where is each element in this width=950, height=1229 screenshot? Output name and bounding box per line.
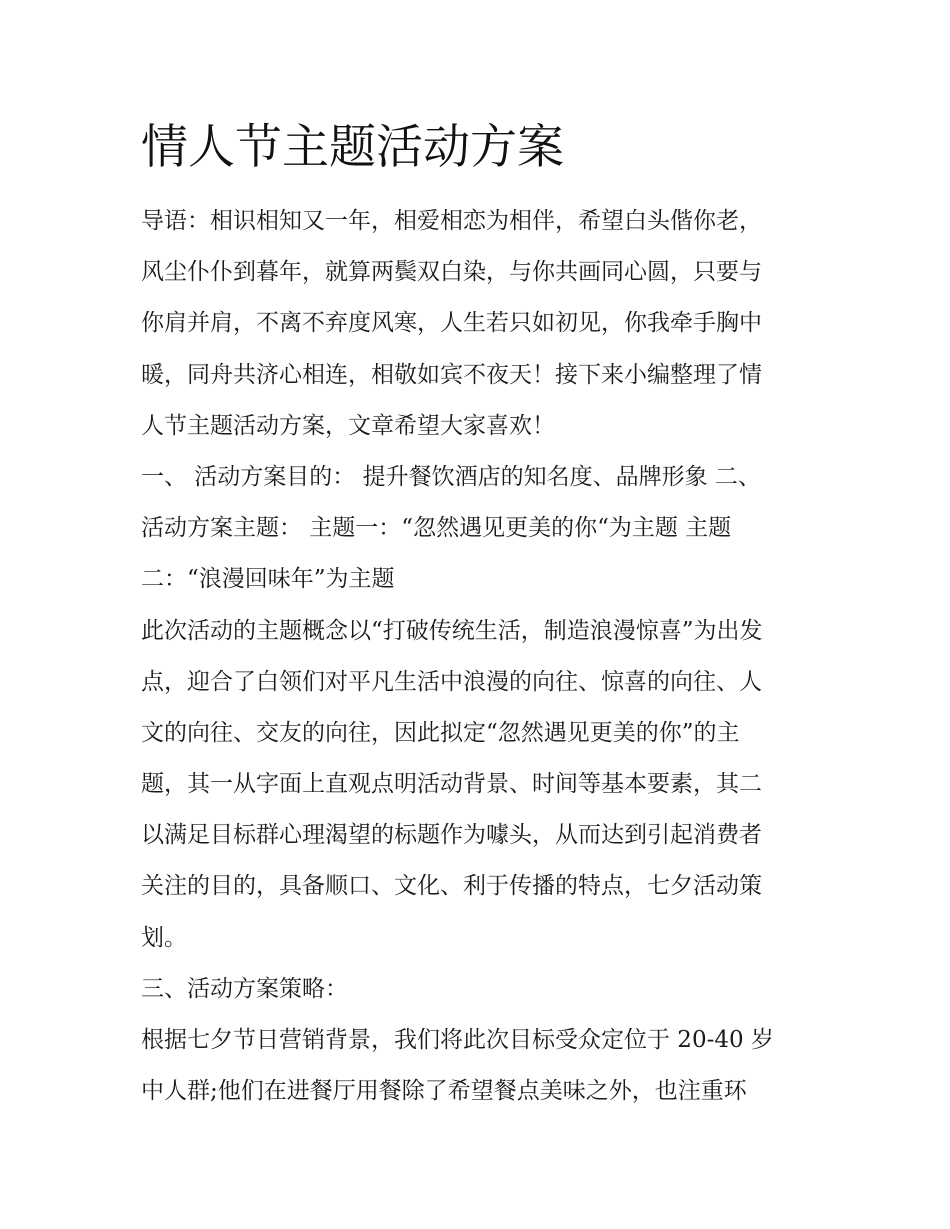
body-line: 暖，同舟共济心相连，相敬如宾不夜天！接下来小编整理了情 — [141, 361, 762, 388]
body-line: 风尘仆仆到暮年，就算两鬓双白染，与你共画同心圆，只要与 — [141, 259, 762, 286]
body-line: 一、 活动方案目的： 提升餐饮酒店的知名度、品牌形象 二、 — [141, 463, 761, 490]
document-body — [141, 196, 821, 1117]
body-line: 人节主题活动方案，文章希望大家喜欢！ — [141, 412, 555, 439]
body-line: 中人群;他们在进餐厅用餐除了希望餐点美味之外，也注重环 — [141, 1078, 747, 1105]
body-line: 关注的目的，具备顺口、文化、利于传播的特点，七夕活动策 — [141, 873, 762, 900]
body-line: 此次活动的主题概念以“打破传统生活，制造浪漫惊喜”为出发 — [141, 617, 763, 644]
body-line: 点，迎合了白领们对平凡生活中浪漫的向往、惊喜的向往、人 — [141, 668, 762, 695]
body-line: 文的向往、交友的向往，因此拟定“忽然遇见更美的你”的主 — [141, 719, 740, 746]
body-line: 你肩并肩，不离不弃度风寒，人生若只如初见，你我牵手胸中 — [141, 310, 762, 337]
body-line: 根据七夕节日营销背景，我们将此次目标受众定位于 20-40 岁 — [141, 1027, 774, 1053]
body-line: 二：“浪漫回味年”为主题 — [141, 566, 395, 593]
body-line: 导语：相识相知又一年，相爱相恋为相伴，希望白头偕你老， — [141, 208, 762, 234]
body-line: 题，其一从字面上直观点明活动背景、时间等基本要素，其二 — [141, 771, 762, 798]
body-line: 活动方案主题： 主题一：“忽然遇见更美的你“为主题 主题 — [141, 515, 732, 542]
document-title: 情人节主题活动方案 — [141, 120, 564, 175]
body-line: 三、活动方案策略： — [141, 975, 348, 1002]
body-line: 划。 — [141, 924, 187, 951]
body-line: 以满足目标群心理渴望的标题作为噱头，从而达到引起消费者 — [141, 822, 762, 849]
